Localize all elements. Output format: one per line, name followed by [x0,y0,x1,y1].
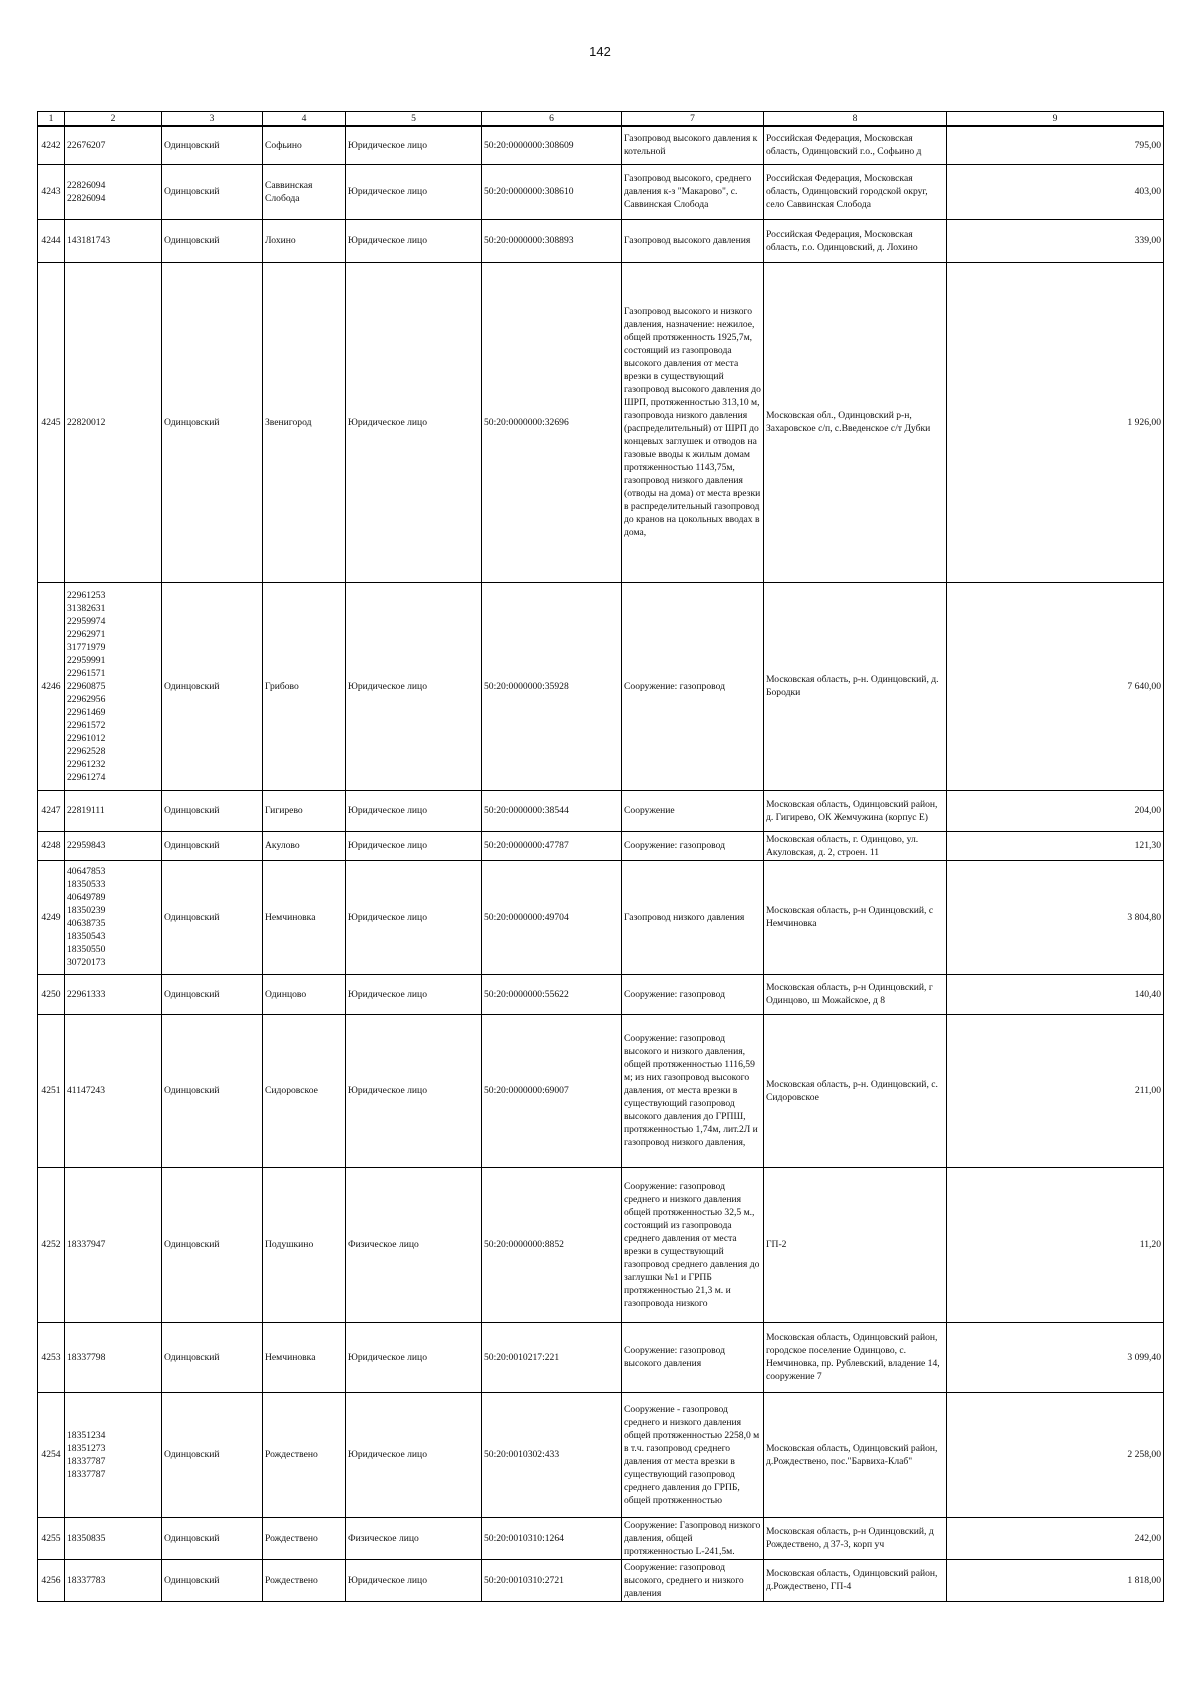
ids-cell: 18351234 18351273 18337787 18337787 [65,1392,162,1517]
length-cell: 242,00 [947,1517,1164,1559]
column-header: 5 [346,112,482,127]
ids-cell: 18337947 [65,1167,162,1322]
owner-type-cell: Юридическое лицо [346,219,482,262]
district-cell: Одинцовский [162,582,263,790]
cadastral-number-cell: 50:20:0000000:47787 [482,831,622,860]
ids-cell: 22676207 [65,126,162,164]
owner-type-cell: Физическое лицо [346,1167,482,1322]
row-number: 4246 [38,582,65,790]
locality-cell: Грибово [263,582,346,790]
locality-cell: Акулово [263,831,346,860]
district-cell: Одинцовский [162,860,263,974]
length-cell: 11,20 [947,1167,1164,1322]
length-cell: 339,00 [947,219,1164,262]
column-header: 9 [947,112,1164,127]
locality-cell: Рождествено [263,1517,346,1559]
description-cell: Сооружение: газопровод высокого давления [622,1322,764,1392]
district-cell: Одинцовский [162,1322,263,1392]
column-header: 4 [263,112,346,127]
table-row [38,126,1164,164]
owner-type-cell: Юридическое лицо [346,1392,482,1517]
cadastral-number-cell: 50:20:0010310:1264 [482,1517,622,1559]
length-cell: 211,00 [947,1014,1164,1167]
cadastral-number-cell: 50:20:0000000:55622 [482,974,622,1014]
column-header: 2 [65,112,162,127]
description-cell: Газопровод высокого давления [622,219,764,262]
length-cell: 795,00 [947,126,1164,164]
locality-cell: Рождествено [263,1392,346,1517]
table-row [38,860,1164,974]
ids-cell: 40647853 18350533 40649789 18350239 40638735 18350543 18350550 30720173 [65,860,162,974]
ids-cell: 22826094 22826094 [65,164,162,219]
locality-cell: Рождествено [263,1559,346,1601]
column-header: 6 [482,112,622,127]
locality-cell: Лохино [263,219,346,262]
length-cell: 140,40 [947,974,1164,1014]
district-cell: Одинцовский [162,831,263,860]
column-header: 8 [764,112,947,127]
locality-cell: Звенигород [263,262,346,582]
cadastral-number-cell: 50:20:0000000:308609 [482,126,622,164]
owner-type-cell: Юридическое лицо [346,860,482,974]
row-number: 4244 [38,219,65,262]
owner-type-cell: Юридическое лицо [346,831,482,860]
district-cell: Одинцовский [162,1392,263,1517]
length-cell: 3 099,40 [947,1322,1164,1392]
district-cell: Одинцовский [162,164,263,219]
row-number: 4245 [38,262,65,582]
cadastral-number-cell: 50:20:0010217:221 [482,1322,622,1392]
row-number: 4248 [38,831,65,860]
owner-type-cell: Юридическое лицо [346,262,482,582]
address-cell: Московская область, р-н Одинцовский, с Немчиновка [764,860,947,974]
column-header: 1 [38,112,65,127]
ids-cell: 18350835 [65,1517,162,1559]
column-header: 7 [622,112,764,127]
table-row [38,1014,1164,1167]
table-row [38,219,1164,262]
district-cell: Одинцовский [162,1517,263,1559]
district-cell: Одинцовский [162,790,263,831]
address-cell: Московская область, г. Одинцово, ул. Акуловская, д. 2, строен. 11 [764,831,947,860]
length-cell: 1 818,00 [947,1559,1164,1601]
owner-type-cell: Юридическое лицо [346,126,482,164]
length-cell: 204,00 [947,790,1164,831]
ids-cell: 22819111 [65,790,162,831]
table-row [38,164,1164,219]
length-cell: 121,30 [947,831,1164,860]
district-cell: Одинцовский [162,1167,263,1322]
row-number: 4255 [38,1517,65,1559]
cadastral-number-cell: 50:20:0000000:38544 [482,790,622,831]
table-row [38,1167,1164,1322]
address-cell: Московская область, р-н. Одинцовский, д. Бородки [764,582,947,790]
description-cell: Сооружение: газопровод среднего и низкого давления общей протяженностью 32,5 м., состоящий из газопровода среднего давления от места врезки в существующий газопровод среднего давления до заглушки №1 и ГРПБ протяженностью 21,3 м. и газопровода низкого [622,1167,764,1322]
address-cell: Российская Федерация, Московская область, Одинцовский г.о., Софьино д [764,126,947,164]
owner-type-cell: Юридическое лицо [346,1322,482,1392]
row-number: 4247 [38,790,65,831]
district-cell: Одинцовский [162,1559,263,1601]
address-cell: Московская область, Одинцовский район, д.Рождествено, пос."Барвиха-Клаб" [764,1392,947,1517]
description-cell: Сооружение: газопровод высокого, среднего и низкого давления [622,1559,764,1601]
length-cell: 403,00 [947,164,1164,219]
description-cell: Газопровод низкого давления [622,860,764,974]
cadastral-number-cell: 50:20:0000000:8852 [482,1167,622,1322]
table-row [38,831,1164,860]
locality-cell: Гигирево [263,790,346,831]
table-row [38,1322,1164,1392]
locality-cell: Саввинская Слобода [263,164,346,219]
address-cell: Российская Федерация, Московская область, г.о. Одинцовский, д. Лохино [764,219,947,262]
description-cell: Сооружение [622,790,764,831]
column-header: 3 [162,112,263,127]
address-cell: Московская область, р-н. Одинцовский, с. Сидоровское [764,1014,947,1167]
ids-cell: 22961333 [65,974,162,1014]
cadastral-number-cell: 50:20:0000000:32696 [482,262,622,582]
row-number: 4253 [38,1322,65,1392]
ids-cell: 143181743 [65,219,162,262]
description-cell: Газопровод высокого, среднего давления к-з "Макарово", с. Саввинская Слобода [622,164,764,219]
table-row [38,790,1164,831]
address-cell: Российская Федерация, Московская область, Одинцовский городской округ, село Саввинская Слобода [764,164,947,219]
length-cell: 2 258,00 [947,1392,1164,1517]
description-cell: Газопровод высокого и низкого давления, назначение: нежилое, общей протяженность 1925,7м, состоящий из газопровода высокого давления от места врезки в существующий газопровод высокого давления до ШРП, протяженностью 313,10 м, газопровода низкого давления (распределительный) от ШРП до концевых заглушек и отводов на газовые вводы к жилым домам протяженностью 1143,75м, газопровод низкого давления (отводы на дома) от места врезки в распределительный газопровод до кранов на цокольных вводах в дома, [622,262,764,582]
ids-cell: 41147243 [65,1014,162,1167]
description-cell: Сооружение: газопровод [622,974,764,1014]
row-number: 4254 [38,1392,65,1517]
cadastral-number-cell: 50:20:0000000:69007 [482,1014,622,1167]
description-cell: Сооружение: газопровод [622,831,764,860]
row-number: 4256 [38,1559,65,1601]
row-number: 4251 [38,1014,65,1167]
locality-cell: Подушкино [263,1167,346,1322]
address-cell: Московская область, р-н Одинцовский, д Рождествено, д 37-3, корп уч [764,1517,947,1559]
district-cell: Одинцовский [162,126,263,164]
locality-cell: Немчиновка [263,1322,346,1392]
page-number: 142 [589,44,611,59]
row-number: 4243 [38,164,65,219]
description-cell: Сооружение: газопровод [622,582,764,790]
ids-cell: 22959843 [65,831,162,860]
description-cell: Сооружение - газопровод среднего и низкого давления общей протяженностью 2258,0 м в т.ч. газопровод среднего давления от места врезки в существующий газопровод среднего давления до ГРПБ, общей протяженностью [622,1392,764,1517]
locality-cell: Немчиновка [263,860,346,974]
ids-cell: 18337783 [65,1559,162,1601]
table-row [38,582,1164,790]
table-row [38,1392,1164,1517]
cadastral-number-cell: 50:20:0010310:2721 [482,1559,622,1601]
ids-cell: 22961253 31382631 22959974 22962971 31771979 22959991 22961571 22960875 22962956 22961469 22961572 22961012 22962528 22961232 22961274 [65,582,162,790]
address-cell: ГП-2 [764,1167,947,1322]
owner-type-cell: Физическое лицо [346,1517,482,1559]
cadastral-number-cell: 50:20:0010302:433 [482,1392,622,1517]
length-cell: 1 926,00 [947,262,1164,582]
address-cell: Московская область, Одинцовский район, д.Рождествено, ГП-4 [764,1559,947,1601]
row-number: 4249 [38,860,65,974]
ids-cell: 18337798 [65,1322,162,1392]
owner-type-cell: Юридическое лицо [346,1559,482,1601]
cadastral-number-cell: 50:20:0000000:308893 [482,219,622,262]
length-cell: 7 640,00 [947,582,1164,790]
length-cell: 3 804,80 [947,860,1164,974]
table-row [38,974,1164,1014]
cadastral-number-cell: 50:20:0000000:308610 [482,164,622,219]
table-row [38,1517,1164,1559]
registry-table [37,111,1164,1602]
description-cell: Газопровод высокого давления к котельной [622,126,764,164]
address-cell: Московская область, р-н Одинцовский, г Одинцово, ш Можайское, д 8 [764,974,947,1014]
locality-cell: Сидоровское [263,1014,346,1167]
address-cell: Московская область, Одинцовский район, д. Гигирево, ОК Жемчужина (корпус Е) [764,790,947,831]
table-row [38,1559,1164,1601]
district-cell: Одинцовский [162,219,263,262]
cadastral-number-cell: 50:20:0000000:35928 [482,582,622,790]
cadastral-number-cell: 50:20:0000000:49704 [482,860,622,974]
row-number: 4252 [38,1167,65,1322]
owner-type-cell: Юридическое лицо [346,790,482,831]
owner-type-cell: Юридическое лицо [346,974,482,1014]
district-cell: Одинцовский [162,262,263,582]
description-cell: Сооружение: Газопровод низкого давления, общей протяженностью L-241,5м. [622,1517,764,1559]
owner-type-cell: Юридическое лицо [346,164,482,219]
table-header-row [38,112,1164,127]
address-cell: Московская область, Одинцовский район, городское поселение Одинцово, с. Немчиновка, пр. Рублевский, владение 14, сооружение 7 [764,1322,947,1392]
row-number: 4242 [38,126,65,164]
description-cell: Сооружение: газопровод высокого и низкого давления, общей протяженностью 1116,59 м; из них газопровод высокого давления, от места врезки в существующий газопровод высокого давления до ГРПШ, протяженностью 1,74м, лит.2Л и газопровод низкого давления, [622,1014,764,1167]
locality-cell: Софьино [263,126,346,164]
district-cell: Одинцовский [162,1014,263,1167]
locality-cell: Одинцово [263,974,346,1014]
district-cell: Одинцовский [162,974,263,1014]
ids-cell: 22820012 [65,262,162,582]
owner-type-cell: Юридическое лицо [346,582,482,790]
table-row [38,262,1164,582]
address-cell: Московская обл., Одинцовский р-н, Захаровское с/п, с.Введенское с/т Дубки [764,262,947,582]
row-number: 4250 [38,974,65,1014]
owner-type-cell: Юридическое лицо [346,1014,482,1167]
